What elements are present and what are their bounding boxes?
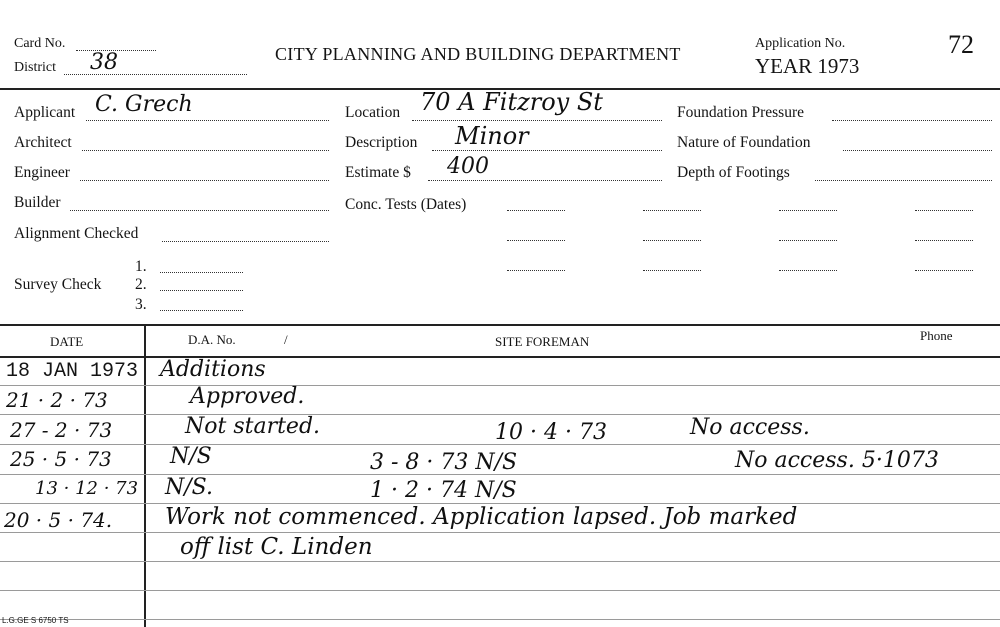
row-3-entry: Not started.	[185, 414, 321, 439]
applicant-value: C. Grech	[95, 92, 193, 117]
alignment-label: Alignment Checked	[14, 225, 139, 242]
row-2-date: 21 · 2 · 73	[6, 388, 108, 412]
row-2-entry: Approved.	[190, 384, 305, 409]
location-label: Location	[345, 104, 401, 121]
foundation-pressure-label: Foundation Pressure	[677, 104, 805, 121]
site-foreman-column-header: SITE FOREMAN	[495, 334, 590, 349]
row-5-date: 13 · 12 · 73	[35, 478, 139, 499]
phone-column-header: Phone	[920, 328, 953, 343]
description-value: Minor	[455, 122, 529, 150]
survey-item-3: 3.	[135, 296, 147, 313]
row-7-entry: off list C. Linden	[180, 534, 373, 560]
estimate-label: Estimate $	[345, 164, 411, 181]
conc-tests-label: Conc. Tests (Dates)	[345, 196, 467, 213]
description-label: Description	[345, 134, 418, 151]
year-label: YEAR 1973	[755, 54, 860, 78]
builder-label: Builder	[14, 194, 61, 211]
row-5-entry-2: 1 · 2 · 74 N/S	[370, 478, 517, 503]
row-6-date: 20 · 5 · 74.	[4, 508, 113, 532]
row-5-entry: N/S.	[165, 475, 213, 500]
survey-item-2: 2.	[135, 276, 147, 293]
nature-of-foundation-label: Nature of Foundation	[677, 134, 811, 151]
row-1-entry: Additions	[160, 357, 266, 382]
row-4-entry: N/S	[170, 444, 212, 469]
applicant-label: Applicant	[14, 104, 76, 121]
location-value: 70 A Fitzroy St	[420, 88, 603, 116]
da-slash: /	[284, 332, 288, 347]
engineer-label: Engineer	[14, 164, 70, 181]
estimate-value: 400	[447, 154, 489, 179]
row-3-entry-3: No access.	[690, 415, 810, 440]
department-title: CITY PLANNING AND BUILDING DEPARTMENT	[275, 44, 681, 64]
da-no-column-header: D.A. No.	[188, 332, 236, 347]
row-3-entry-2: 10 · 4 · 73	[495, 420, 607, 445]
row-4-date: 25 · 5 · 73	[10, 447, 112, 471]
application-no-value: 72	[948, 30, 974, 59]
survey-item-1: 1.	[135, 258, 147, 275]
form-code: L.G.GE S 6750 TS	[2, 616, 69, 625]
architect-label: Architect	[14, 134, 72, 151]
row-3-date: 27 - 2 · 73	[10, 418, 113, 442]
row-4-entry-2: 3 - 8 · 73 N/S	[370, 450, 518, 475]
row-6-entry: Work not commenced. Application lapsed. Job marked	[165, 504, 798, 530]
row-4-entry-3: No access. 5·1073	[735, 448, 939, 473]
depth-of-footings-label: Depth of Footings	[677, 164, 790, 181]
date-column-header: DATE	[50, 334, 84, 349]
district-value: 38	[90, 50, 118, 75]
district-label: District	[14, 60, 56, 75]
row-1-date: 18 JAN 1973	[6, 360, 139, 383]
application-no-label: Application No.	[755, 36, 846, 51]
survey-label: Survey Check	[14, 276, 102, 293]
card-no-label: Card No.	[14, 36, 66, 51]
